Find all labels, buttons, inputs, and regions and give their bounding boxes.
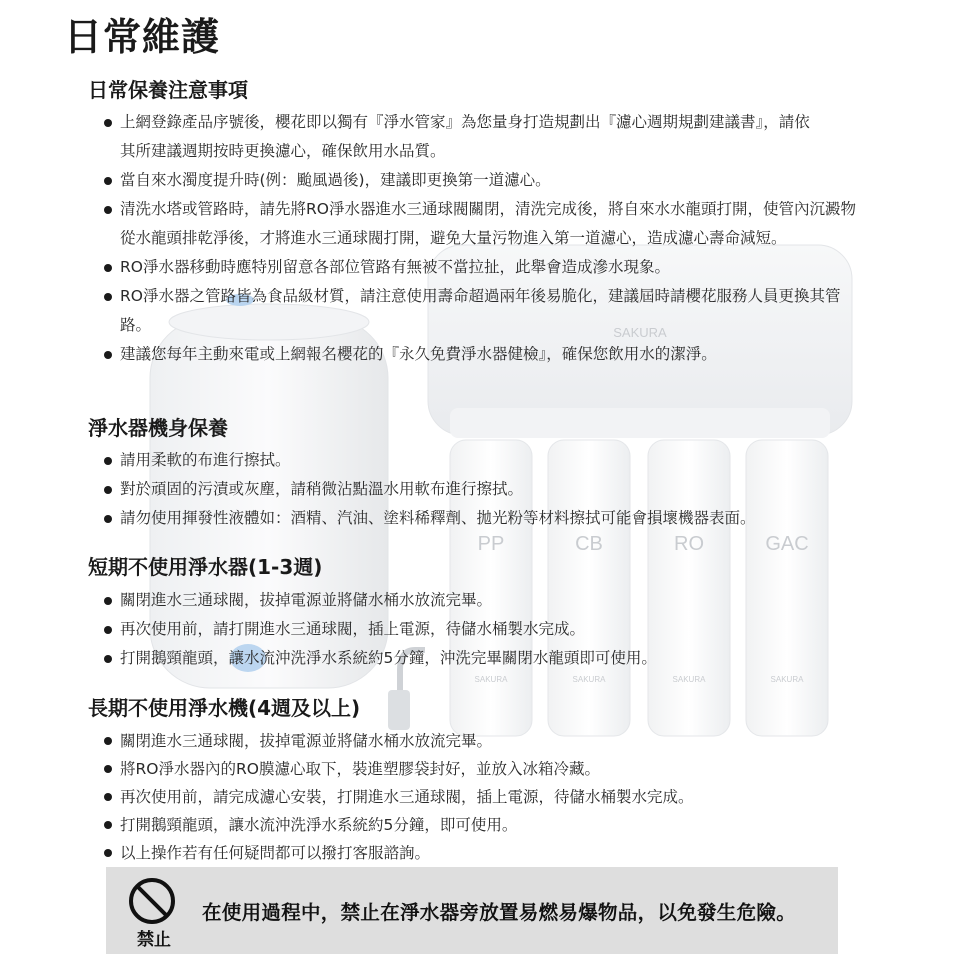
list-item: 以上操作若有任何疑問都可以撥打客服諮詢。: [104, 839, 864, 867]
list-item: 打開鵝頸龍頭，讓水流沖洗淨水系統約5分鐘，即可使用。: [104, 811, 864, 839]
short-term-list: [104, 586, 864, 673]
filter-label-pp: PP: [477, 533, 505, 555]
list-item: 再次使用前，請完成濾心安裝，打開進水三通球閥，插上電源，待儲水桶製水完成。: [104, 783, 864, 811]
filter-label-ro: RO: [674, 533, 704, 555]
daily-care-list: [104, 108, 864, 369]
list-item: RO淨水器移動時應特別留意各部位管路有無被不當拉扯，此舉會造成滲水現象。: [104, 253, 864, 282]
filter-brand-text: SAKURA: [572, 675, 606, 684]
warning-box: [106, 867, 838, 954]
list-item: 對於頑固的污漬或灰塵，請稍微沾點溫水用軟布進行擦拭。: [104, 475, 864, 504]
filter-brand-text: SAKURA: [672, 675, 706, 684]
body-care-list: [104, 446, 864, 533]
list-item: 請用柔軟的布進行擦拭。: [104, 446, 864, 475]
filter-label-gac: GAC: [765, 533, 809, 555]
warning-text: 在使用過程中，禁止在淨水器旁放置易燃易爆物品，以免發生危險。: [202, 901, 797, 924]
list-item: 打開鵝頸龍頭，讓水流沖洗淨水系統約5分鐘，沖洗完畢關閉水龍頭即可使用。: [104, 644, 864, 673]
filter-brand-text: SAKURA: [770, 675, 804, 684]
warning-label: 禁止: [137, 930, 171, 950]
list-item: 關閉進水三通球閥，拔掉電源並將儲水桶水放流完畢。: [104, 727, 864, 755]
list-item: 當自來水濁度提升時(例：颱風過後)，建議即更換第一道濾心。: [104, 166, 864, 195]
section-title-daily-care: 日常保養注意事項: [88, 78, 248, 102]
filter-brand-text: SAKURA: [474, 675, 508, 684]
list-item: 上網登錄產品序號後，櫻花即以獨有『淨水管家』為您量身打造規劃出『濾心週期規劃建議書』，請依其所建議週期按時更換濾心，確保飲用水品質。: [104, 108, 864, 166]
prohibited-icon: [126, 875, 178, 927]
list-item: 關閉進水三通球閥，拔掉電源並將儲水桶水放流完畢。: [104, 586, 864, 615]
page-title: 日常維護: [64, 15, 221, 59]
list-item: 建議您每年主動來電或上網報名櫻花的『永久免費淨水器健檢』，確保您飲用水的潔淨。: [104, 340, 864, 369]
list-item: 清洗水塔或管路時，請先將RO淨水器進水三通球閥關閉，清洗完成後，將自來水水龍頭打開，使管內沉澱物從水龍頭排乾淨後，才將進水三通球閥打開，避免大量污物進入第一道濾心，造成濾心壽命減短。: [104, 195, 864, 253]
section-title-short-term: 短期不使用淨水器(1-3週): [88, 555, 323, 579]
list-item: 將RO淨水器內的RO膜濾心取下，裝進塑膠袋封好，並放入冰箱冷藏。: [104, 755, 864, 783]
brand-logo-text: SAKURA: [613, 325, 667, 340]
list-item: 再次使用前，請打開進水三通球閥，插上電源，待儲水桶製水完成。: [104, 615, 864, 644]
long-term-list: [104, 727, 864, 867]
list-item: RO淨水器之管路皆為食品級材質，請注意使用壽命超過兩年後易脆化，建議屆時請櫻花服務人員更換其管路。: [104, 282, 864, 340]
filter-label-cb: CB: [575, 533, 603, 555]
list-item: 請勿使用揮發性液體如：酒精、汽油、塗料稀釋劑、拋光粉等材料擦拭可能會損壞機器表面。: [104, 504, 864, 533]
section-title-body-care: 淨水器機身保養: [88, 416, 228, 440]
section-title-long-term: 長期不使用淨水機(4週及以上): [88, 696, 361, 720]
